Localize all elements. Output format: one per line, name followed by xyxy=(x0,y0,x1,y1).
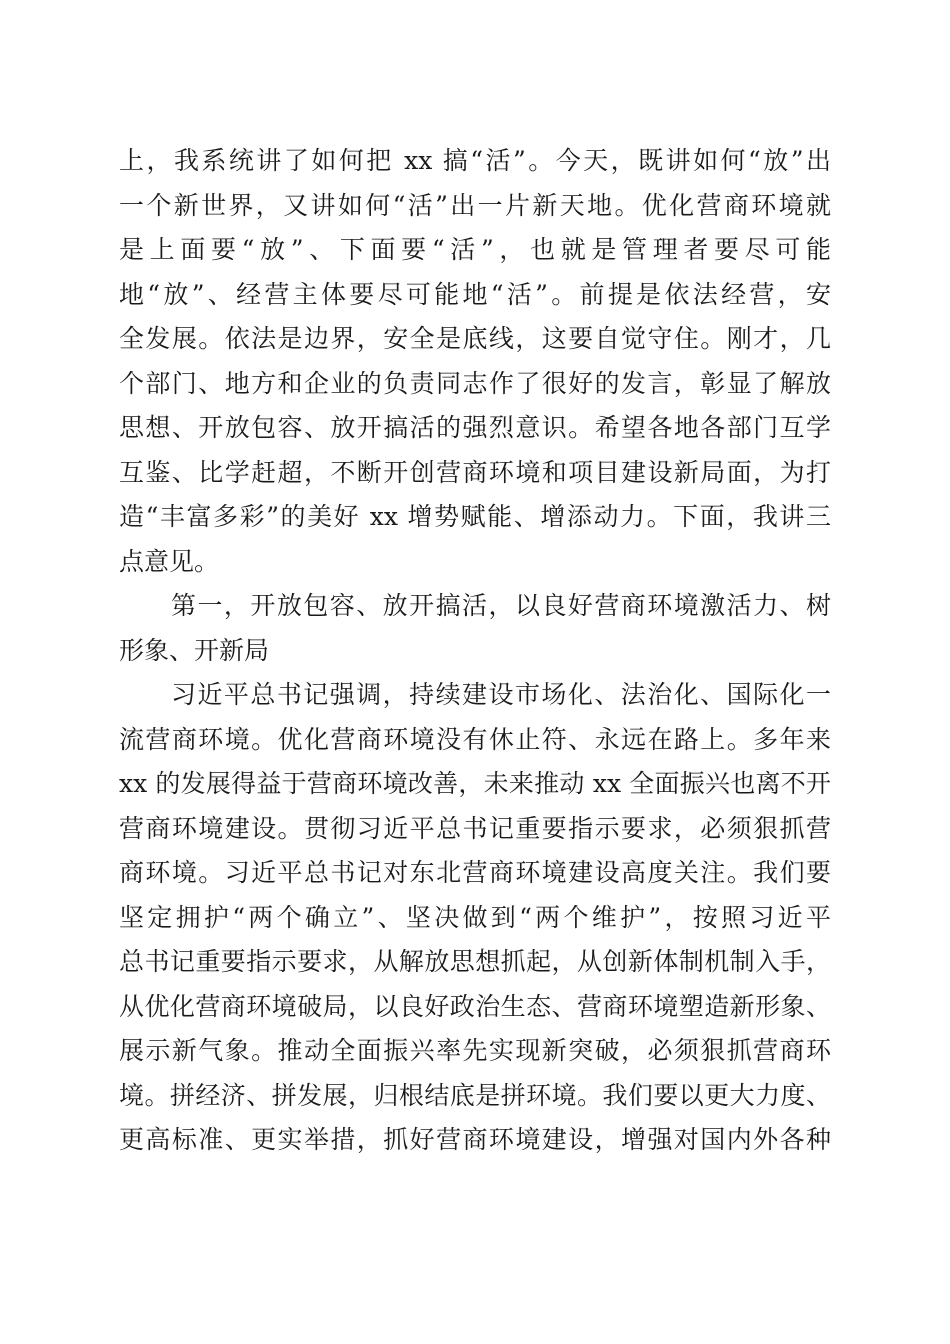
text-line: 从优化营商环境破局，以良好政治生态、营商环境塑造新形象、 xyxy=(119,991,831,1021)
text-line: 总书记重要指示要求，从解放思想抓起，从创新体制机制入手， xyxy=(119,947,831,976)
text-line: 造“丰富多彩”的美好 xx 增势赋能、增添动力。下面，我讲三 xyxy=(119,502,831,531)
text-line: 营商环境建设。贯彻习近平总书记重要指示要求，必须狠抓营 xyxy=(119,813,831,843)
text-line: 地“放”、经营主体要尽可能地“活”。前提是依法经营，安 xyxy=(119,279,831,309)
text-line: 一个新世界，又讲如何“活”出一片新天地。优化营商环境就 xyxy=(119,190,831,220)
text-line: 更高标准、更实举措，抓好营商环境建设，增强对国内外各种 xyxy=(119,1125,831,1154)
section-heading-line: 形象、开新局 xyxy=(119,635,270,665)
text-line: xx 的发展得益于营商环境改善，未来推动 xx 全面振兴也离不开 xyxy=(119,769,831,798)
text-line: 全发展。依法是边界，安全是底线，这要自觉守住。刚才，几 xyxy=(119,324,831,353)
text-line: 互鉴、比学赶超，不断开创营商环境和项目建设新局面，为打 xyxy=(119,457,831,487)
text-line: 展示新气象。推动全面振兴率先实现新突破，必须狠抓营商环 xyxy=(119,1036,831,1065)
text-line: 习近平总书记强调，持续建设市场化、法治化、国际化一 xyxy=(171,680,831,709)
text-line: 坚定拥护“两个确立”、坚决做到“两个维护”，按照习近平 xyxy=(119,902,831,932)
text-line: 个部门、地方和企业的负责同志作了很好的发言，彰显了解放 xyxy=(119,368,831,398)
text-line: 是上面要“放”、下面要“活”，也就是管理者要尽可能 xyxy=(119,235,831,264)
text-line: 商环境。习近平总书记对东北营商环境建设高度关注。我们要 xyxy=(119,858,831,887)
document-body xyxy=(119,139,831,1163)
section-heading-line: 第一，开放包容、放开搞活，以良好营商环境激活力、树 xyxy=(171,591,831,620)
text-line: 上，我系统讲了如何把 xx 搞“活”。今天，既讲如何“放”出 xyxy=(119,146,831,175)
text-line: 流营商环境。优化营商环境没有休止符、永远在路上。多年来 xyxy=(119,724,831,754)
text-line: 思想、开放包容、放开搞活的强烈意识。希望各地各部门互学 xyxy=(119,413,831,442)
text-line: 境。拼经济、拼发展，归根结底是拼环境。我们要以更大力度、 xyxy=(119,1080,831,1110)
text-line: 点意见。 xyxy=(119,546,220,576)
